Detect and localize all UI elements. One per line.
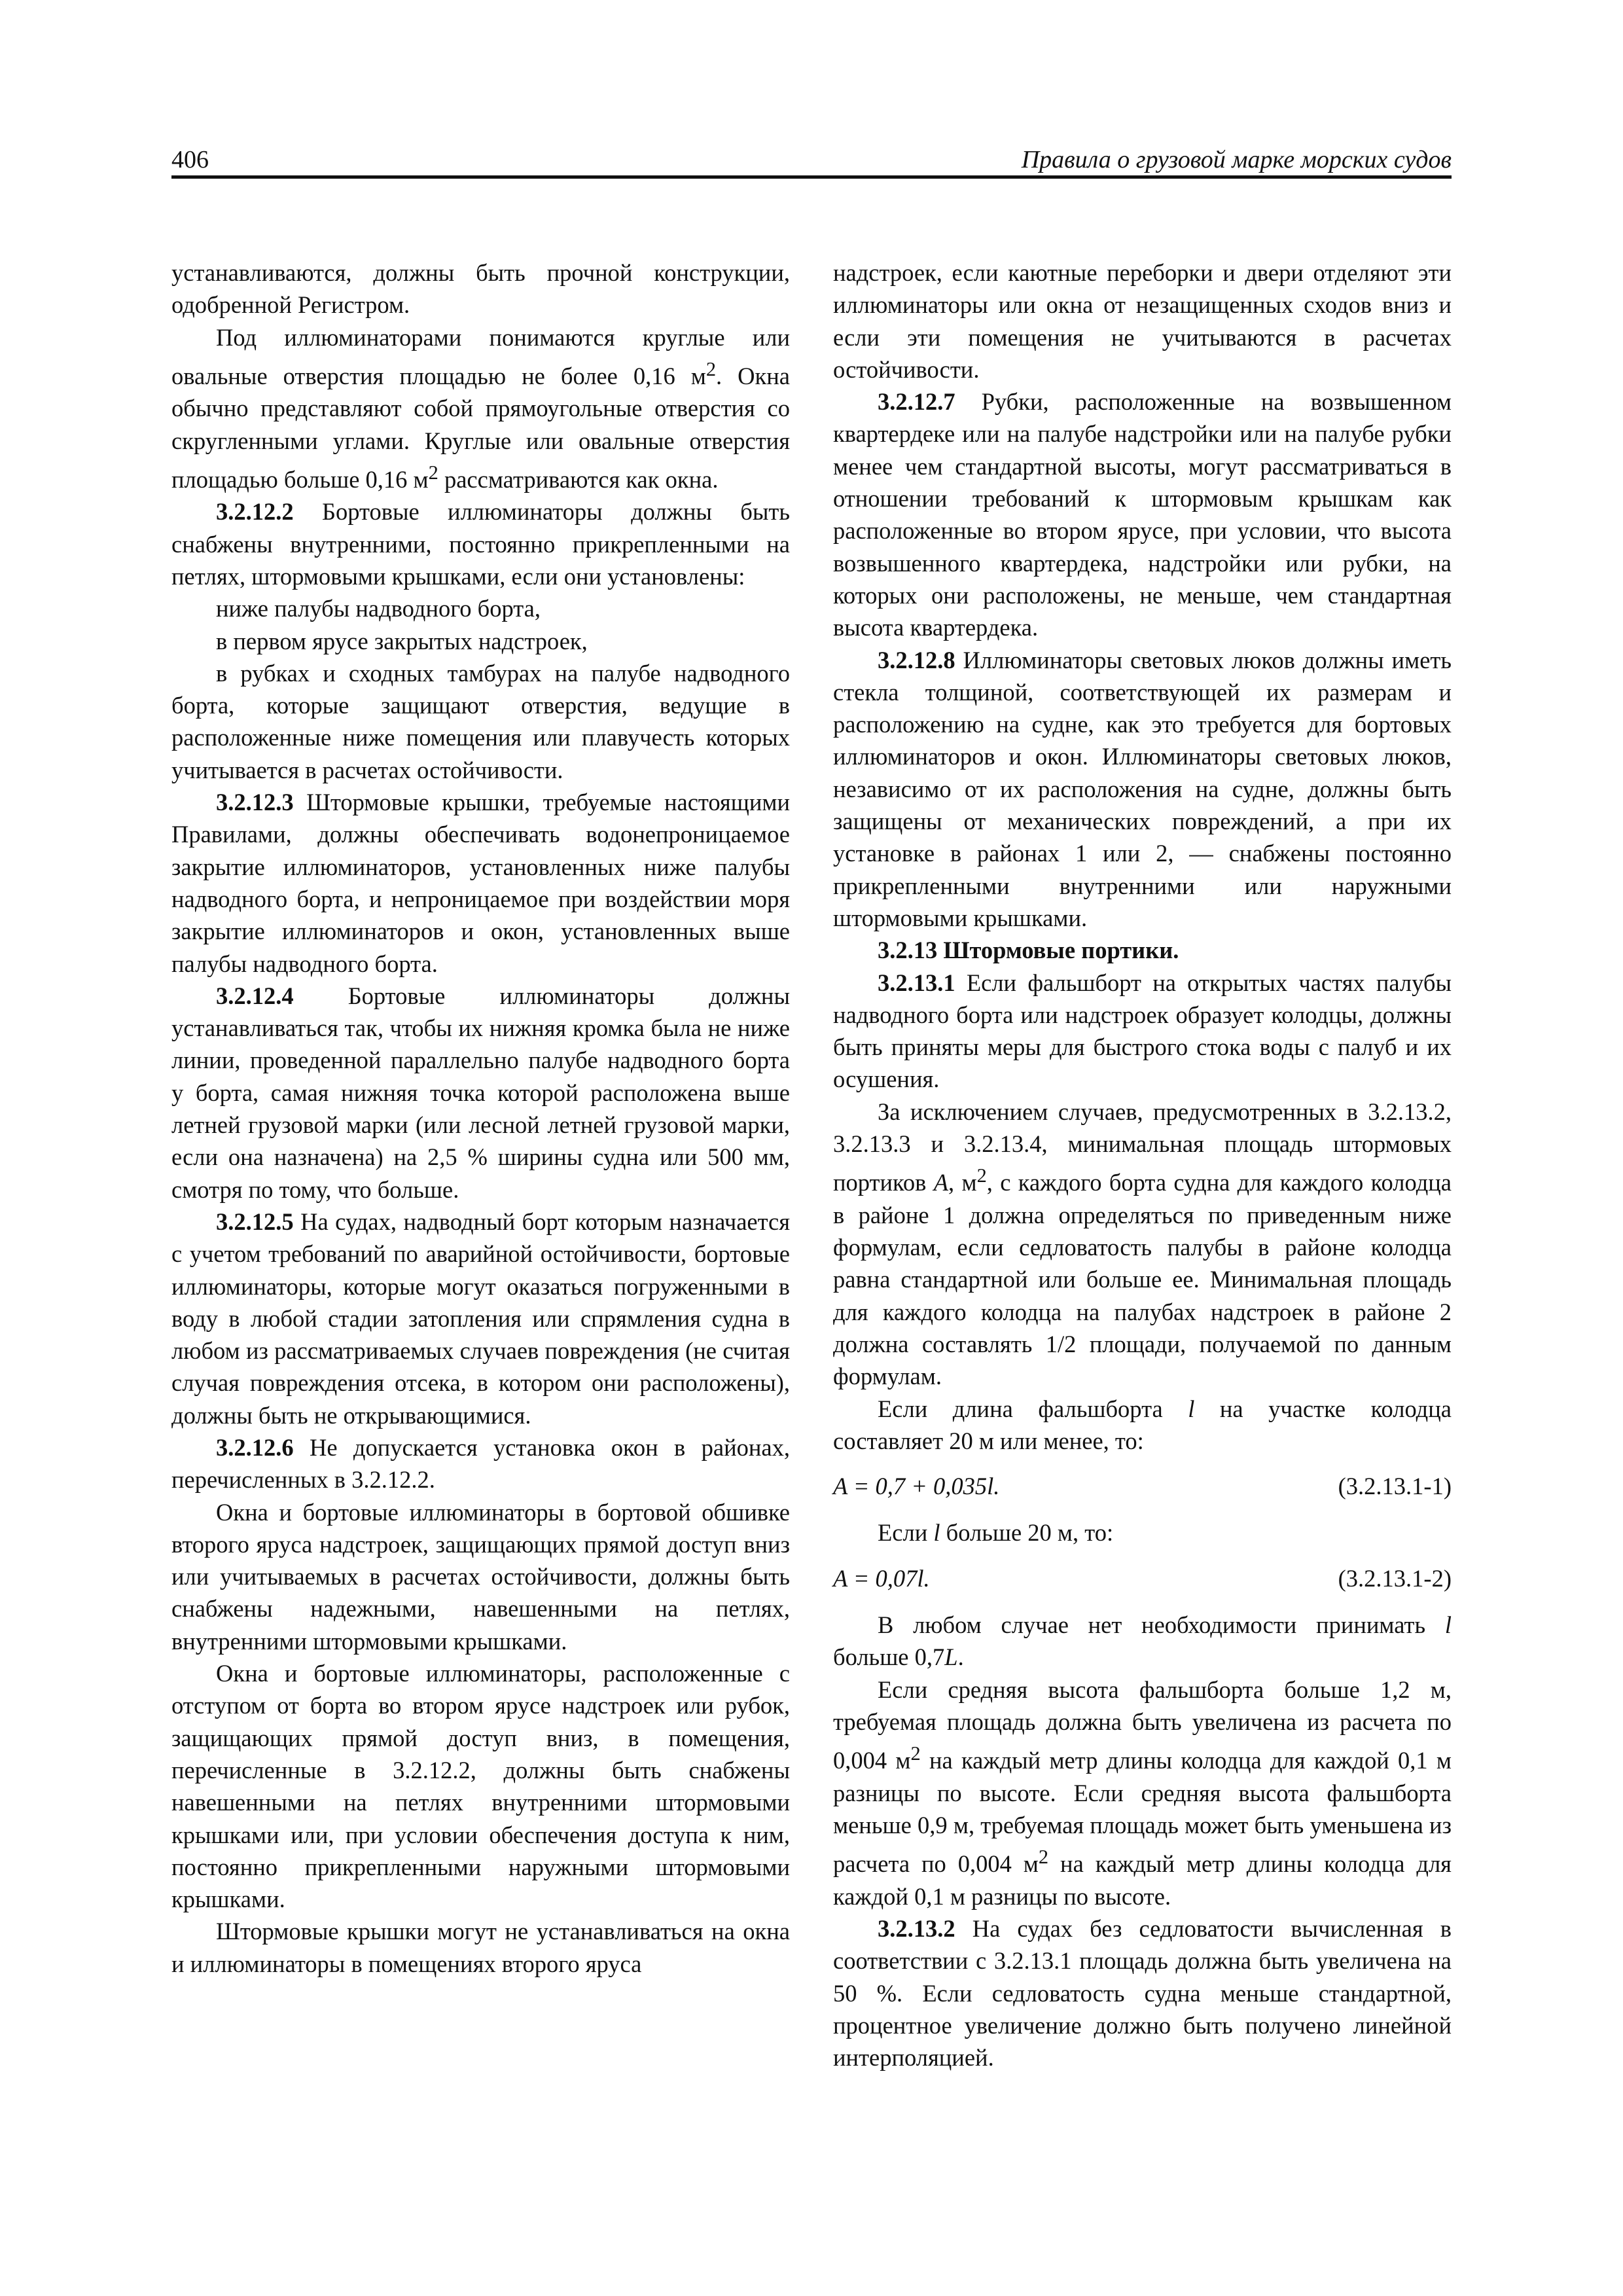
page-number: 406	[171, 146, 209, 173]
section-3-2-12-2: 3.2.12.2 Бортовые иллюминаторы должны быть снабжены внутренними, постоянно прикрепленными на петлях, штормовыми крышками, если они установлены:	[171, 498, 790, 590]
paragraph: Если длина фальшборта l на участке колодца составляет 20 м или менее, то:	[833, 1395, 1452, 1454]
paragraph: Если l больше 20 м, то:	[878, 1519, 1114, 1547]
section-3-2-12-3: 3.2.12.3 Штормовые крышки, требуемые настоящими Правилами, должны обеспечивать водонепроницаемое закрытие иллюминаторов, установленных ниже палубы надводного борта, и непроницаемое при воздействии моря закрытие иллюминаторов и окон, установленных выше палубы надводного борта.	[171, 789, 790, 977]
paragraph: Штормовые крышки могут не устанавливаться на окна и иллюминаторы в помещениях второго яруса	[171, 1918, 790, 1977]
formula-expression: A = 0,7 + 0,035l.	[833, 1473, 1000, 1500]
paragraph: Под иллюминаторами понимаются круглые или овальные отверстия площадью не более 0,16 $м^2$. Окна обычно представляют собой прямоугольные отверстия со скругленными углами. Круглые или овальные отверстия площадью больше 0,16 $м^2$ рассматриваются как окна.	[171, 323, 790, 493]
running-title: Правила о грузовой марке морских судов	[1021, 146, 1452, 173]
paragraph: устанавливаются, должны быть прочной конструкции, одобренной Регистром.	[171, 259, 790, 319]
list-item: в первом ярусе закрытых надстроек,	[216, 627, 588, 655]
left-column	[171, 257, 790, 1980]
formula-expression: A = 0,07l.	[833, 1564, 930, 1592]
paragraph: Если средняя высота фальшборта больше 1,2 м, требуемая площадь должна быть увеличена из расчета по 0,004 $м^2$ на каждый метр длины колодца для каждой 0,1 м разницы по высоте. Если средняя высота фальшборта меньше 0,9 м, требуемая площадь может быть уменьшена из расчета по 0,004 $м^2$ на каждый метр длины колодца для каждой 0,1 м разницы по высоте.	[833, 1676, 1452, 1910]
paragraph: Окна и бортовые иллюминаторы, расположенные с отступом от борта во втором ярусе надстроек или рубок, защищающих прямой доступ вниз, в помещения, перечисленные в 3.2.12.2, должны быть снабжены навешенными на петлях внутренними штормовыми крышками или, при условии обеспечения доступа к ним, постоянно прикрепленными наружными штормовыми крышками.	[171, 1660, 790, 1913]
section-3-2-13-1: 3.2.13.1 Если фальшборт на открытых частях палубы надводного борта или надстроек образует колодцы, должны быть приняты меры для быстрого стока воды с палуб и их осушения.	[833, 969, 1452, 1093]
header-rule	[171, 175, 1452, 179]
formula-number: (3.2.13.1-2)	[1338, 1564, 1452, 1592]
section-3-2-12-6: 3.2.12.6 Не допускается установка окон в районах, перечисленных в 3.2.12.2.	[171, 1434, 790, 1494]
section-3-2-12-8: 3.2.12.8 Иллюминаторы световых люков должны иметь стекла толщиной, соответствующей их размерам и расположению на судне, как это требуется для бортовых иллюминаторов и окон. Иллюминаторы световых люков, независимо от их расположения на судне, должны быть защищены от механических повреждений, а при их установке в районах 1 или 2, — снабжены постоянно прикрепленными внутренними или наружными штормовыми крышками.	[833, 646, 1452, 931]
section-3-2-12-7: 3.2.12.7 Рубки, расположенные на возвышенном квартердеке или на палубе надстройки или на палубе рубки менее чем стандартной высоты, могут рассматриваться в отношении требований к штормовым крышкам как расположенные во втором ярусе, при условии, что высота возвышенного квартердека, надстройки или рубки, на которых они расположены, не меньше, чем стандартная высота квартердека.	[833, 388, 1452, 641]
paragraph: надстроек, если каютные переборки и двери отделяют эти иллюминаторы или окна от незащищенных сходов вниз и если эти помещения не учитываются в расчетах остойчивости.	[833, 259, 1452, 383]
formula-number: (3.2.13.1-1)	[1338, 1473, 1452, 1500]
right-column	[833, 257, 1452, 2074]
list-item: в рубках и сходных тамбурах на палубе надводного борта, которые защищают отверстия, ведущие в расположенные ниже помещения или плавучесть которых учитывается в расчетах остойчивости.	[171, 659, 790, 783]
section-heading-3-2-13: 3.2.13 Штормовые портики.	[878, 937, 1179, 964]
paragraph: В любом случае нет необходимости принимать l больше 0,7L.	[833, 1611, 1452, 1671]
section-3-2-13-2: 3.2.13.2 На судах без седловатости вычисленная в соответствии с 3.2.13.1 площадь должна быть увеличена на 50 %. Если седловатость судна меньше стандартной, процентное увеличение должно быть получено линейной интерполяцией.	[833, 1915, 1452, 2072]
paragraph: За исключением случаев, предусмотренных в 3.2.13.2, 3.2.13.3 и 3.2.13.4, минимальная площадь штормовых портиков A, $м^2$, с каждого борта судна для каждого колодца в районе 1 должна определяться по приведенным ниже формулам, если седловатость палубы в районе колодца равна стандартной или больше ее. Минимальная площадь для каждого колодца на палубах надстроек в районе 2 должна составлять 1/2 площади, получаемой по данным формулам.	[833, 1098, 1452, 1390]
formula-3-2-13-1-1	[833, 1470, 1452, 1502]
paragraph: Окна и бортовые иллюминаторы в бортовой обшивке второго яруса надстроек, защищающих прямой доступ вниз или учитываемых в расчетах остойчивости, должны быть снабжены надежными, навешенными на петлях, внутренними штормовыми крышками.	[171, 1498, 790, 1655]
page-header	[171, 145, 1452, 178]
section-3-2-12-4: 3.2.12.4 Бортовые иллюминаторы должны устанавливаться так, чтобы их нижняя кромка была не ниже линии, проведенной параллельно палубе надводного борта у борта, самая нижняя точка которой расположена выше летней грузовой марки (или лесной летней грузовой марки, если она назначена) на 2,5 % ширины судна или 500 мм, смотря по тому, что больше.	[171, 982, 790, 1203]
section-3-2-12-5: 3.2.12.5 На судах, надводный борт которым назначается с учетом требований по аварийной остойчивости, бортовые иллюминаторы, которые могут оказаться погруженными в воду в любой стадии затопления или спрямления судна в любом из рассматриваемых случаев повреждения (не считая случая повреждения отсека, в котором они расположены), должны быть не открывающимися.	[171, 1208, 790, 1429]
list-item: ниже палубы надводного борта,	[216, 595, 541, 622]
formula-3-2-13-1-2	[833, 1562, 1452, 1594]
